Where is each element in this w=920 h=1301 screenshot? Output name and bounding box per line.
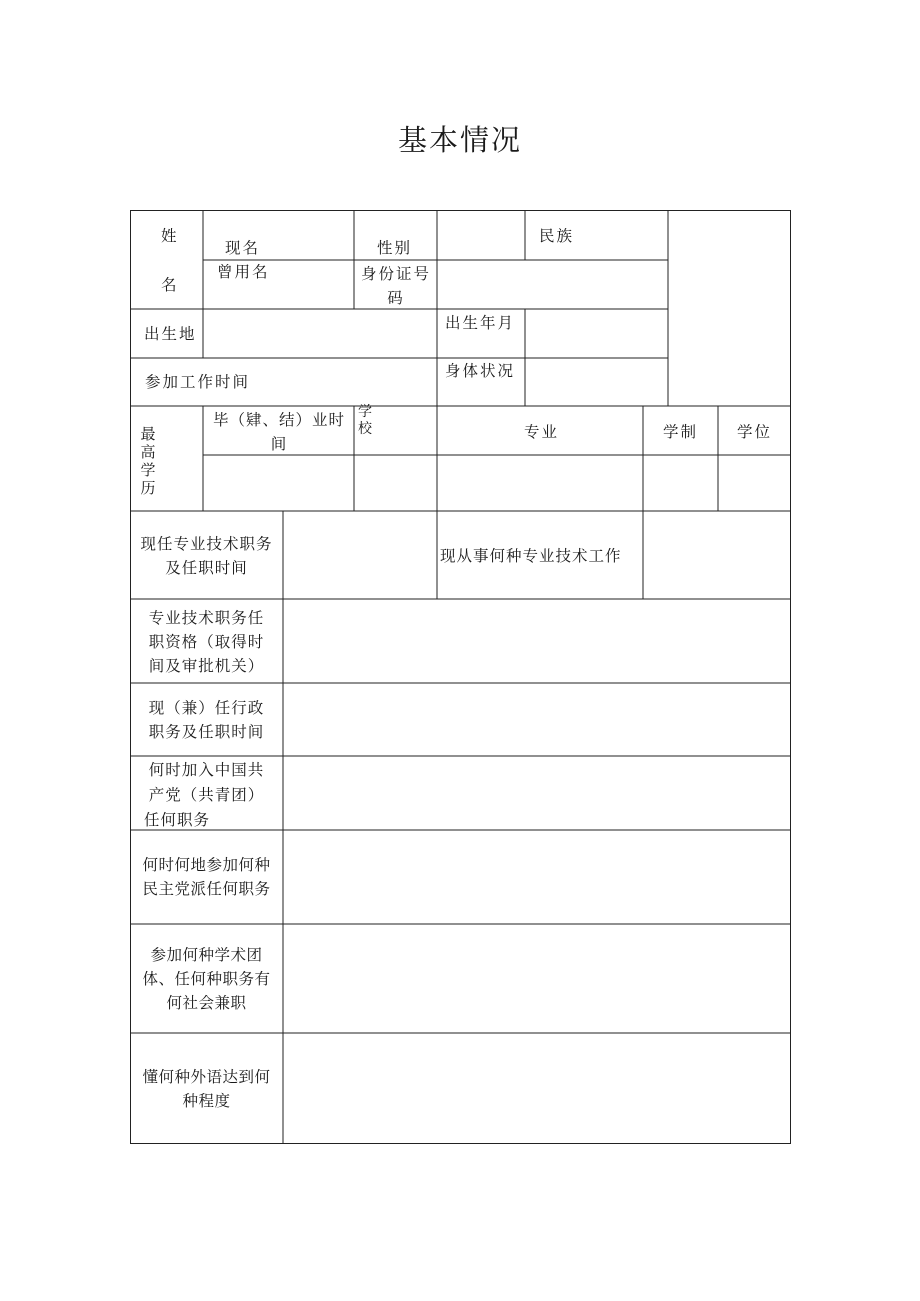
academic-line1: 参加何种学术团: [150, 946, 263, 964]
current-work-label: 现从事何种专业技术工作: [440, 547, 622, 565]
current-title-line1: 现任专业技术职务: [140, 535, 273, 553]
health-field[interactable]: [526, 359, 667, 405]
admin-post-label: [130, 696, 283, 744]
degree-field[interactable]: [719, 456, 790, 510]
basic-info-form: [130, 210, 791, 1144]
current-work-field[interactable]: [644, 512, 790, 598]
birthdate-label: 出生年月: [445, 314, 516, 332]
academic-line2: 体、任何种职务有: [142, 970, 271, 988]
graduation-time-label: [204, 408, 354, 456]
birthplace-label: 出生地: [144, 325, 197, 343]
party-line3: 任何职务: [144, 811, 211, 829]
health-label: 身体状况: [445, 362, 516, 380]
qualification-line3: 间及审批机关）: [148, 657, 265, 675]
major-label: 专业: [524, 423, 560, 441]
school-line2: 校: [358, 421, 374, 437]
highest-education-label: [138, 425, 158, 497]
admin-post-field[interactable]: [284, 684, 790, 755]
party-field[interactable]: [284, 757, 790, 829]
degree-label: 学位: [737, 423, 773, 441]
party-line1: 何时加入中国共: [148, 761, 265, 779]
page-title: 基本情况: [397, 123, 522, 157]
democratic-party-field[interactable]: [284, 831, 790, 923]
school-label: [358, 404, 374, 438]
admin-post-line1: 现（兼）任行政: [148, 699, 265, 717]
current-title-line2: 及任职时间: [165, 559, 248, 577]
birthdate-field[interactable]: [526, 310, 667, 357]
major-field[interactable]: [438, 456, 642, 510]
gender-label: 性别: [377, 239, 413, 257]
id-number-field[interactable]: [438, 261, 667, 308]
duration-field[interactable]: [644, 456, 717, 510]
id-number-label: [356, 262, 436, 310]
current-title-field[interactable]: [284, 512, 436, 598]
work-start-label: 参加工作时间: [145, 373, 251, 391]
duration-label: 学制: [663, 423, 699, 441]
school-field[interactable]: [355, 456, 436, 510]
academic-line3: 何社会兼职: [166, 994, 247, 1012]
foreign-language-label: [130, 1065, 283, 1113]
party-label: [130, 758, 283, 833]
current-name-label: 现名: [225, 239, 261, 257]
qualification-label: [130, 606, 283, 678]
birthplace-field[interactable]: [204, 310, 436, 357]
edu-label-char-3: 学: [140, 461, 156, 479]
language-line1: 懂何种外语达到何: [142, 1068, 271, 1086]
edu-label-char-2: 高: [140, 443, 156, 461]
party-line2: 产党（共青团）: [148, 786, 265, 804]
name-label-top: 姓: [161, 227, 179, 245]
school-line1: 学: [358, 404, 374, 420]
democratic-party-label: [130, 853, 283, 901]
edu-label-char-1: 最: [140, 425, 156, 443]
name-label-bottom: 名: [161, 276, 179, 294]
current-title-label: [130, 532, 283, 580]
democratic-line1: 何时何地参加何种: [142, 856, 271, 874]
former-name-label: 曾用名: [217, 263, 270, 281]
language-line2: 种程度: [182, 1092, 231, 1110]
qualification-field[interactable]: [284, 600, 790, 682]
edu-label-char-4: 历: [140, 479, 156, 497]
id-label-line1: 身份证号: [360, 265, 431, 283]
qualification-line1: 专业技术职务任: [148, 609, 265, 627]
id-label-line2: 码: [387, 289, 405, 307]
photo-cell[interactable]: [669, 211, 790, 405]
academic-label: [130, 943, 283, 1015]
grad-time-line2: 间: [270, 435, 288, 453]
gender-value-cell[interactable]: [438, 211, 524, 259]
academic-field[interactable]: [284, 925, 790, 1032]
admin-post-line2: 职务及任职时间: [148, 723, 265, 741]
graduation-time-field[interactable]: [204, 456, 353, 510]
democratic-line2: 民主党派任何职务: [142, 880, 271, 898]
foreign-language-field[interactable]: [284, 1034, 790, 1143]
qualification-line2: 职资格（取得时: [148, 633, 265, 651]
gender-label-cell: [355, 211, 436, 259]
grad-time-line1: 毕（肄、结）业时: [212, 411, 345, 429]
ethnicity-label: 民族: [539, 227, 575, 245]
